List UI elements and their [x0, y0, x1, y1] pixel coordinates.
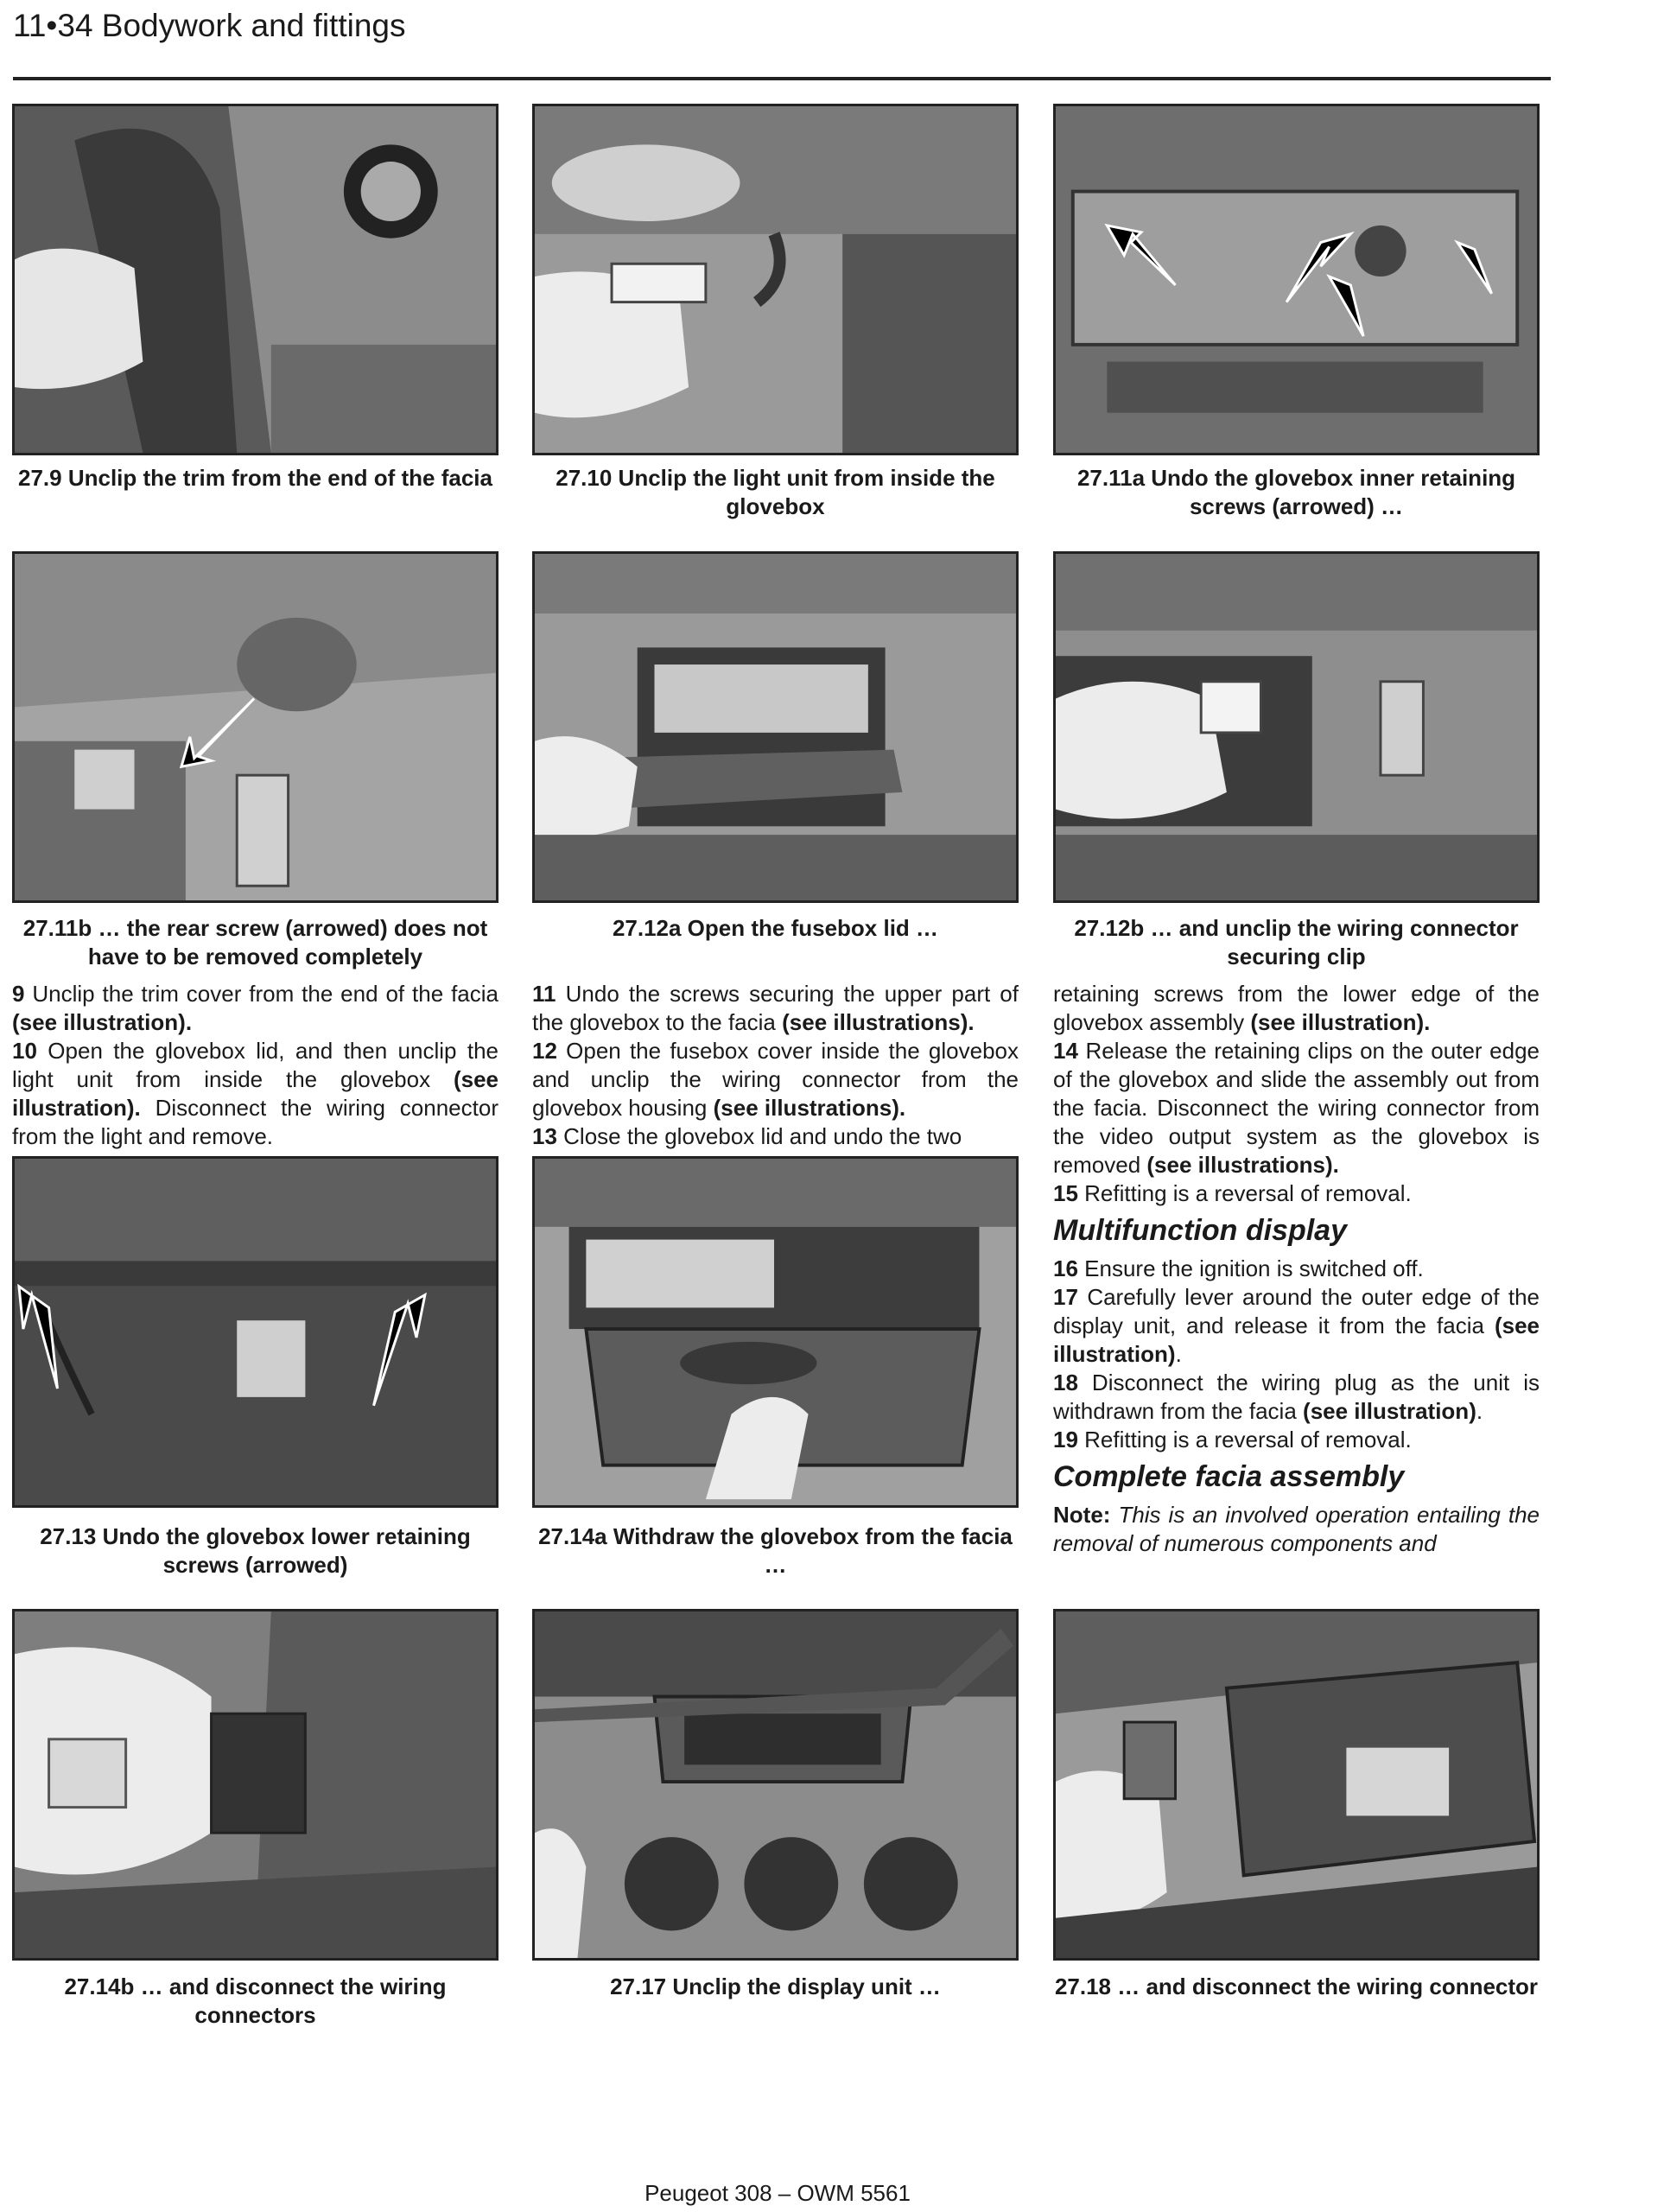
caption-27-9: 27.9 Unclip the trim from the end of the facia — [18, 465, 492, 491]
paragraph-17: 17 Carefully lever around the outer edge of the display unit, and release it from the facia (see illustration). — [1053, 1284, 1540, 1367]
paragraph-15: 15 Refitting is a reversal of removal. — [1053, 1180, 1412, 1206]
photo-27-17 — [532, 1609, 1019, 1961]
header-rule — [13, 77, 1551, 80]
photo-27-11a — [1053, 104, 1540, 455]
caption-27-12b: 27.12b … and unclip the wiring connector securing clip — [1074, 915, 1519, 969]
caption-27-11a: 27.11a Undo the glovebox inner retaining screws (arrowed) … — [1076, 465, 1516, 519]
paragraph-10: 10 Open the glovebox lid, and then unclip the light unit from inside the glovebox (see illustration). Disconnect the wiring connector from the light and remove. — [12, 1038, 498, 1149]
paragraph-11: 11 Undo the screws securing the upper part of the glovebox to the facia (see illustrations). — [532, 981, 1019, 1035]
text-column-left — [12, 980, 498, 1151]
photo-27-18 — [1053, 1609, 1540, 1961]
caption-27-14b: 27.14b … and disconnect the wiring connectors — [64, 1974, 447, 2028]
caption-27-11b: 27.11b … the rear screw (arrowed) does not have to be removed completely — [22, 915, 488, 969]
photo-27-14b — [12, 1609, 498, 1961]
caption-27-13: 27.13 Undo the glovebox lower retaining screws (arrowed) — [40, 1523, 471, 1578]
photo-27-13 — [12, 1156, 498, 1508]
section-heading-facia: Complete facia assembly — [1053, 1460, 1405, 1493]
paragraph-16: 16 Ensure the ignition is switched off. — [1053, 1255, 1424, 1281]
photo-27-14a — [532, 1156, 1019, 1508]
photo-27-11b — [12, 551, 498, 903]
page-footer: Peugeot 308 – OWM 5561 — [645, 2180, 911, 2206]
photo-27-12b — [1053, 551, 1540, 903]
caption-27-17: 27.17 Unclip the display unit … — [610, 1974, 941, 1999]
paragraph-12: 12 Open the fusebox cover inside the glovebox and unclip the wiring connector from the glovebox housing (see illustrations). — [532, 1038, 1019, 1121]
photo-27-12a — [532, 551, 1019, 903]
note-paragraph: Note: This is an involved operation entailing the removal of numerous components and — [1053, 1502, 1540, 1556]
photo-27-9 — [12, 104, 498, 455]
caption-27-10: 27.10 Unclip the light unit from inside the glovebox — [556, 465, 995, 519]
paragraph-18: 18 Disconnect the wiring plug as the unit is withdrawn from the facia (see illustration). — [1053, 1370, 1540, 1424]
page-header: 11•34 Bodywork and fittings — [13, 8, 406, 43]
section-heading-multifunction: Multifunction display — [1053, 1214, 1347, 1247]
caption-27-12a: 27.12a Open the fusebox lid … — [612, 915, 939, 941]
text-column-right — [1053, 980, 1540, 1558]
paragraph-19: 19 Refitting is a reversal of removal. — [1053, 1427, 1412, 1452]
paragraph-9: 9 Unclip the trim cover from the end of the facia (see illustration). — [12, 981, 498, 1035]
text-column-middle — [532, 980, 1019, 1151]
paragraph-14: 14 Release the retaining clips on the outer edge of the glovebox and slide the assembly out from the facia. Disconnect the wiring connector from the video output system as the glovebox is removed (see illustrations). — [1053, 1038, 1540, 1178]
caption-27-14a: 27.14a Withdraw the glovebox from the facia … — [538, 1523, 1013, 1578]
paragraph-13: 13 Close the glovebox lid and undo the two — [532, 1123, 962, 1149]
caption-27-18: 27.18 … and disconnect the wiring connector — [1054, 1974, 1539, 1999]
photo-27-10 — [532, 104, 1019, 455]
paragraph-13-continued: retaining screws from the lower edge of the glovebox assembly (see illustration). — [1053, 981, 1540, 1035]
